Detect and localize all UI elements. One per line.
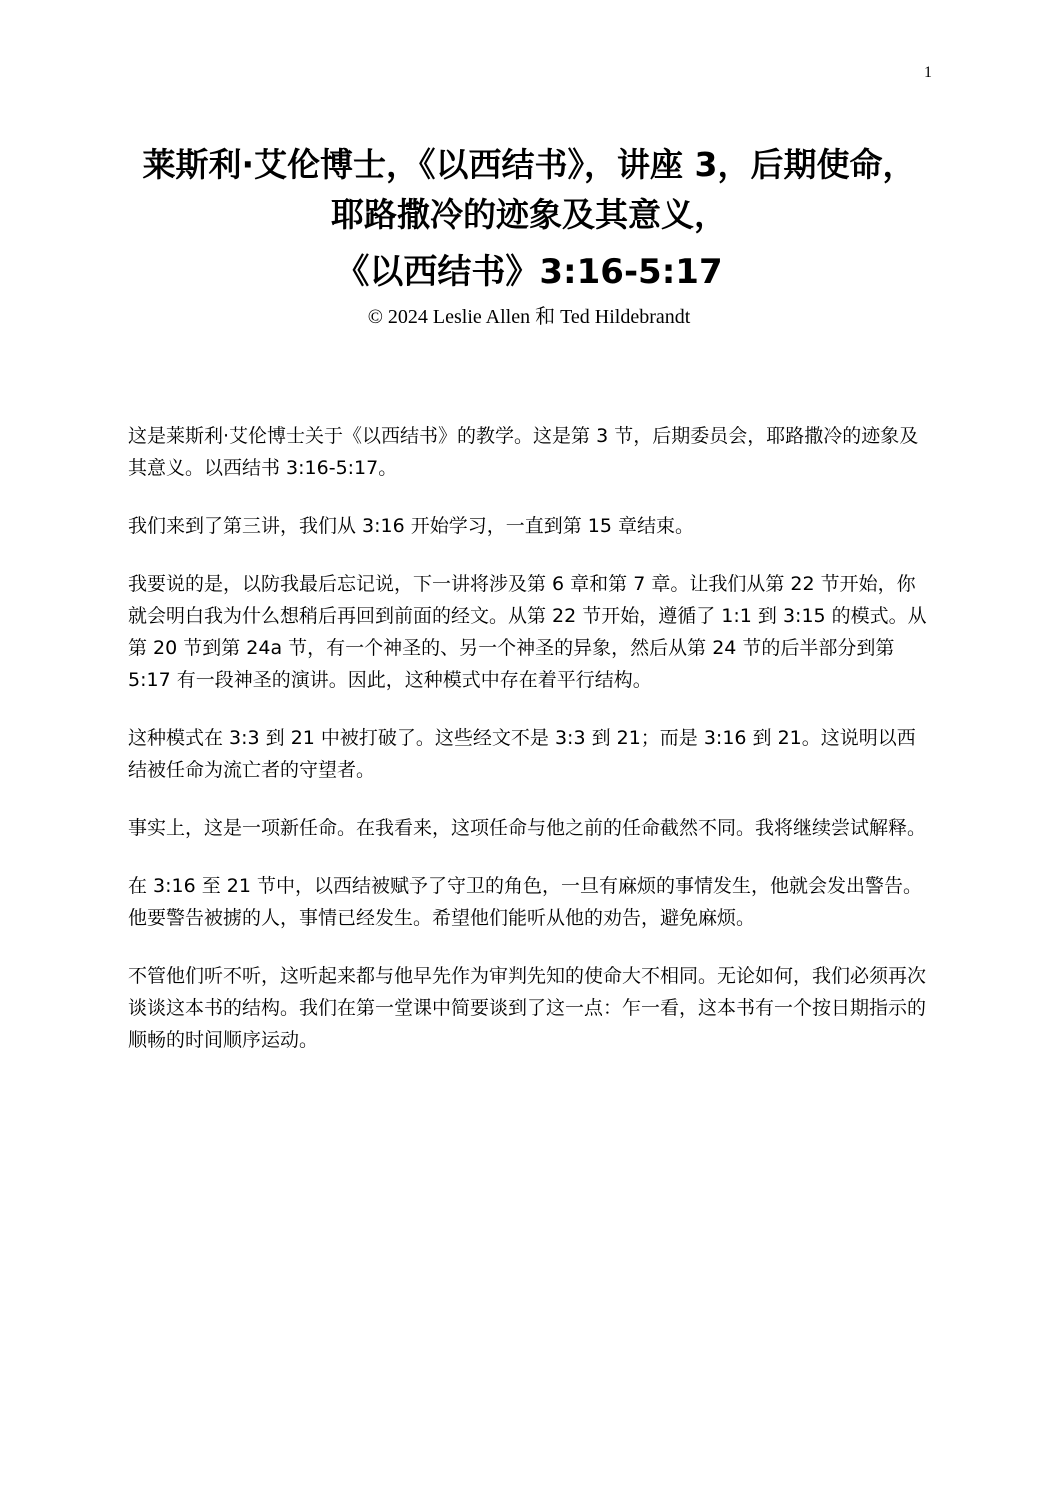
copyright-line: © 2024 Leslie Allen 和 Ted Hildebrandt bbox=[367, 306, 691, 328]
page-number: 1 bbox=[924, 64, 932, 81]
title-line-2: 耶路撒冷的迹象及其意义， bbox=[331, 195, 727, 234]
document-title-block bbox=[128, 140, 930, 332]
paragraph-3: 我要说的是，以防我最后忘记说，下一讲将涉及第 6 章和第 7 章。让我们从第 22 节开始，你就会明白我为什么想稍后再回到前面的经文。从第 22 节开始，遵循了 1:1 到 3:15 的模式。从第 20 节到第 24a 节，有一个神圣的、另一个神圣的异象，然后从第 24 节的后半部分到第 5:17 有一段神圣的演讲。因此，这种模式中存在着平行结构。 bbox=[128, 573, 927, 691]
title-line-1: 莱斯利·艾伦博士，《以西结书》，讲座 3，后期使命， bbox=[142, 145, 916, 184]
paragraph-2: 我们来到了第三讲，我们从 3:16 开始学习，一直到第 15 章结束。 bbox=[128, 515, 695, 537]
paragraph-5: 事实上，这是一项新任命。在我看来，这项任命与他之前的任命截然不同。我将继续尝试解释。 bbox=[128, 817, 927, 839]
document-body bbox=[128, 420, 930, 1082]
title-line-3: 《以西结书》3:16-5:17 bbox=[335, 252, 723, 292]
paragraph-4: 这种模式在 3:3 到 21 中被打破了。这些经文不是 3:3 到 21；而是 3:16 到 21。这说明以西结被任命为流亡者的守望者。 bbox=[128, 727, 916, 781]
paragraph-1: 这是莱斯利·艾伦博士关于《以西结书》的教学。这是第 3 节，后期委员会，耶路撒冷的迹象及其意义。以西结书 3:16-5:17。 bbox=[128, 425, 919, 479]
paragraph-6: 在 3:16 至 21 节中，以西结被赋予了守卫的角色，一旦有麻烦的事情发生，他就会发出警告。他要警告被掳的人，事情已经发生。希望他们能听从他的劝告，避免麻烦。 bbox=[128, 875, 923, 929]
paragraph-7: 不管他们听不听，这听起来都与他早先作为审判先知的使命大不相同。无论如何，我们必须再次谈谈这本书的结构。我们在第一堂课中简要谈到了这一点：乍一看，这本书有一个按日期指示的顺畅的时间顺序运动。 bbox=[128, 965, 927, 1051]
